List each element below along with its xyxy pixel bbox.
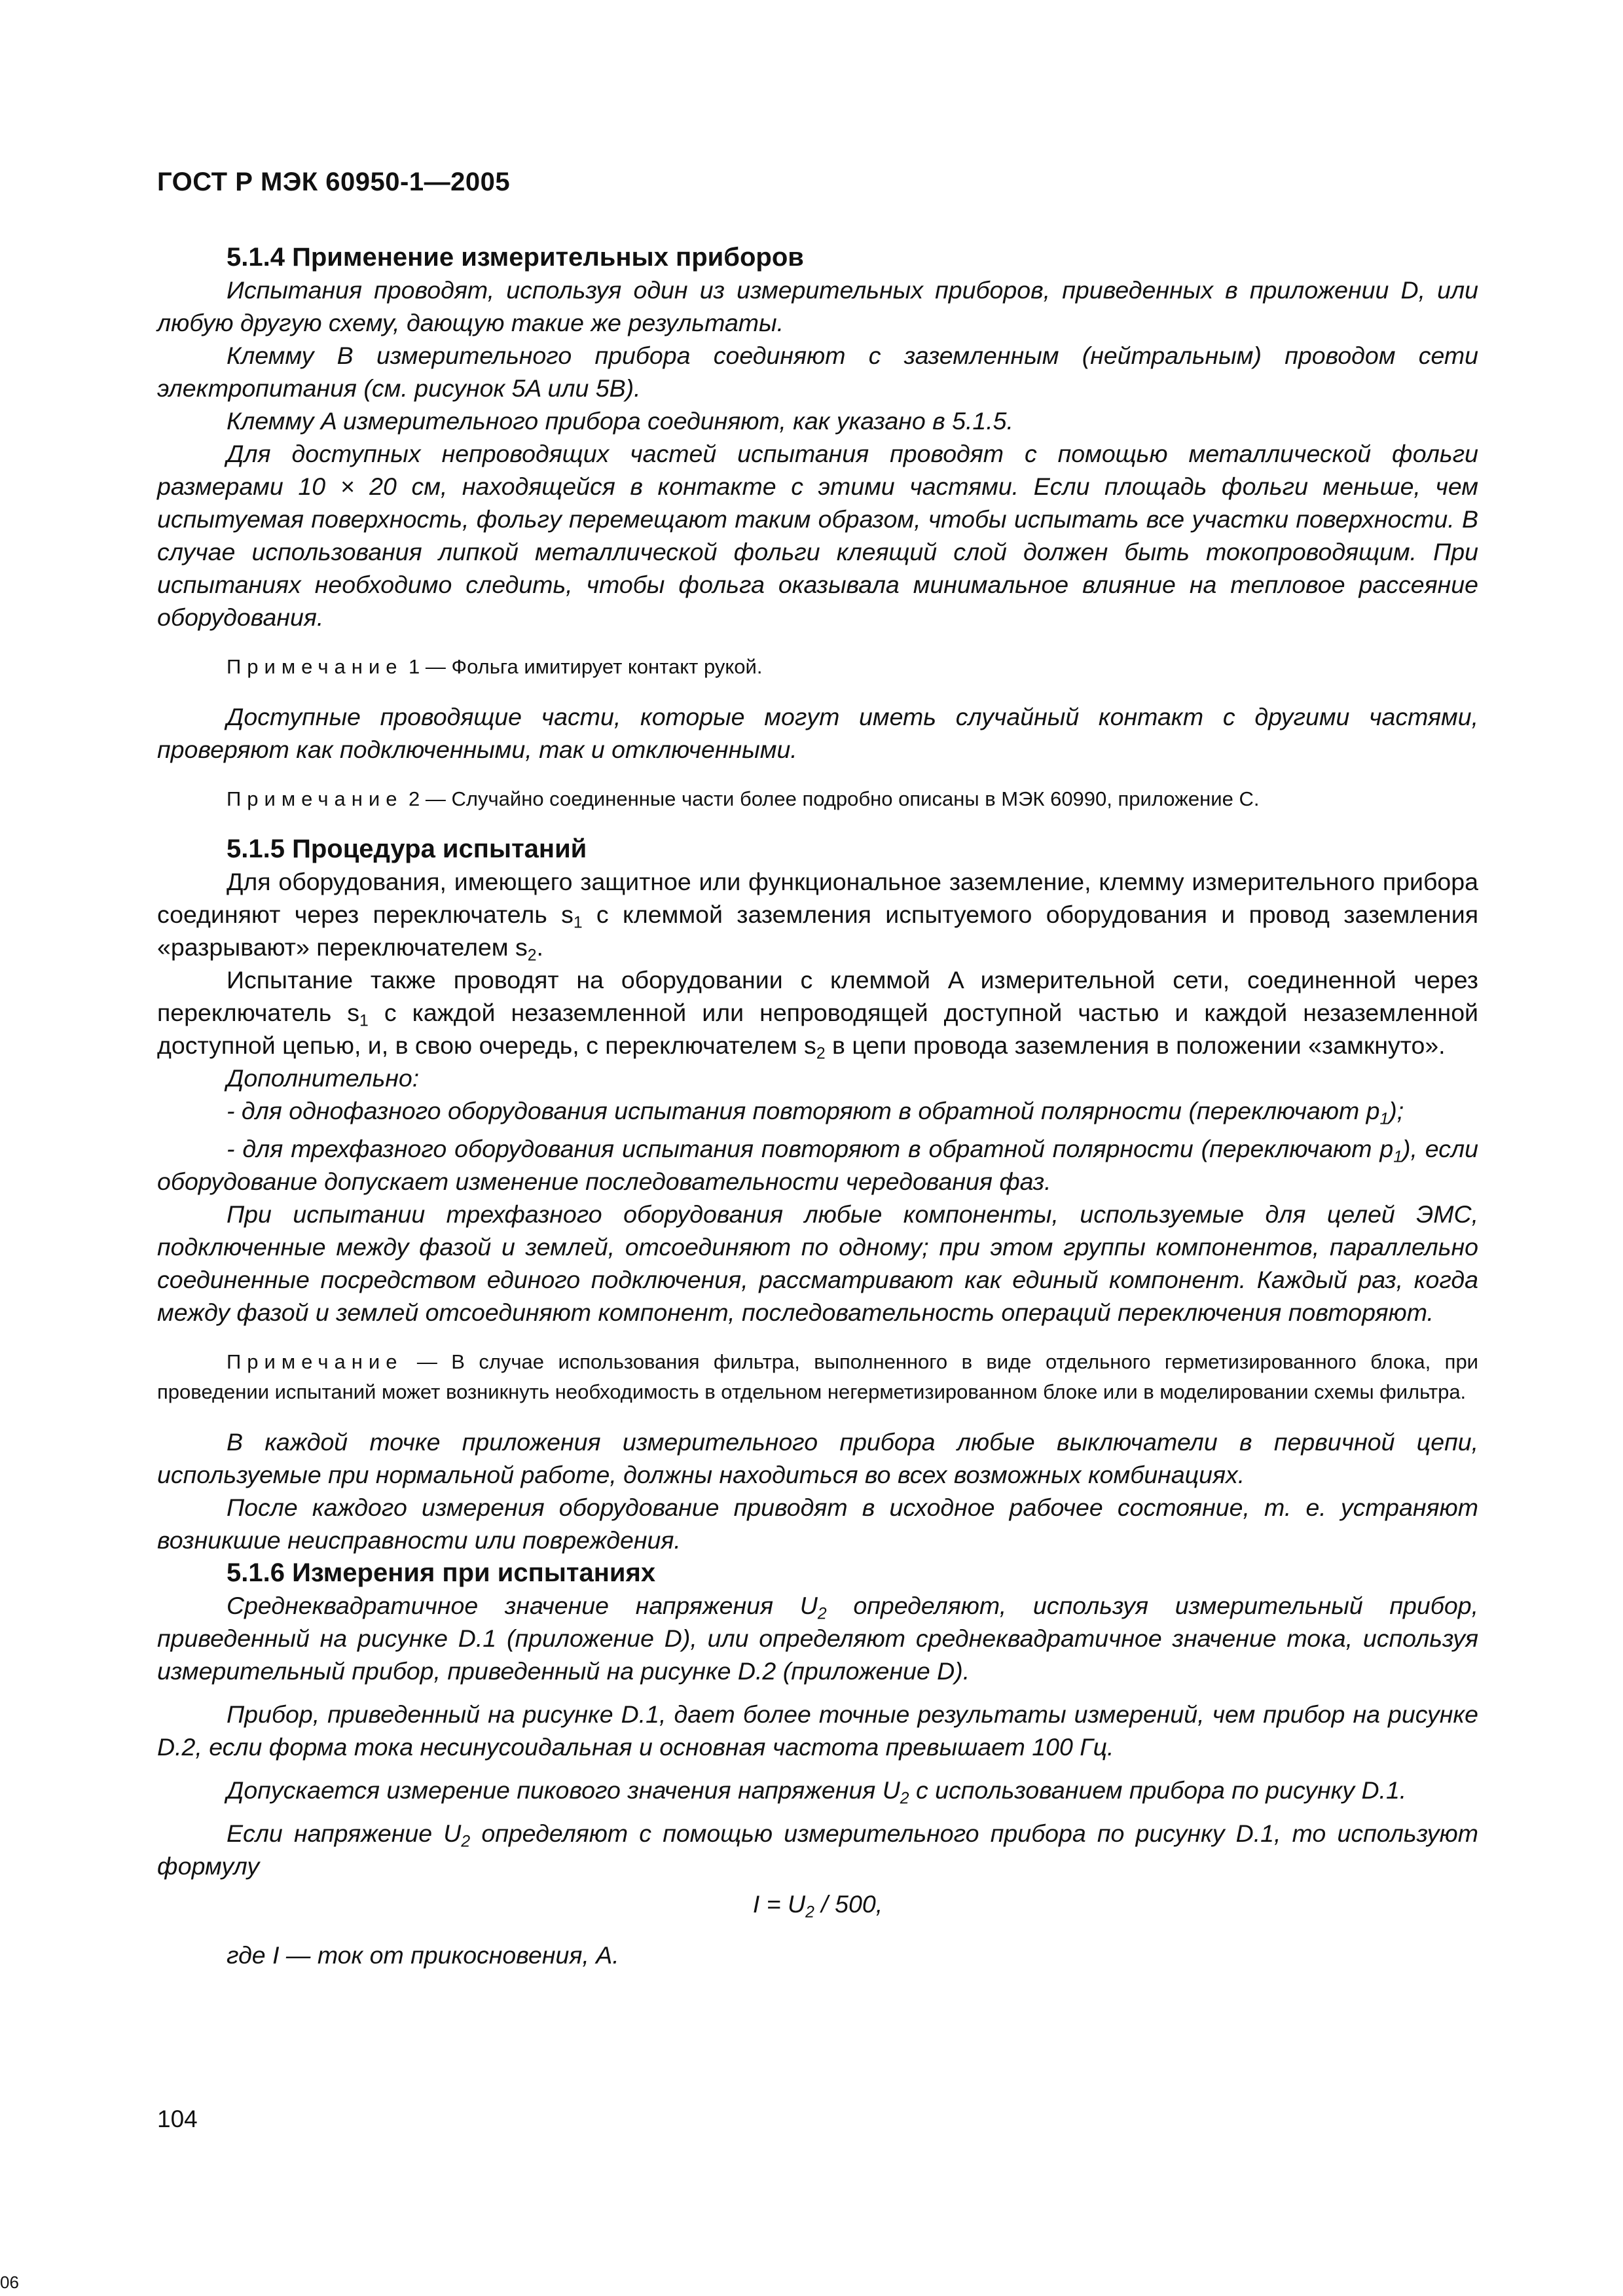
text-run: в цепи провода заземления в положении «замкнуто». xyxy=(825,1031,1446,1059)
note-text: — В случае использования фильтра, выполненного в виде отдельного герметизированного блока, при проведении испытаний может возникнуть необходимость в отдельном негерметизированном блоке или в моделировании схемы фильтра. xyxy=(157,1350,1478,1403)
paragraph: В каждой точке приложения измерительного прибора любые выключатели в первичной цепи, используемые при нормальной работе, должны находиться во всех возможных комбинациях. xyxy=(157,1428,1478,1488)
document-header: ГОСТ Р МЭК 60950-1—2005 xyxy=(157,168,511,196)
text-run: ); xyxy=(1389,1097,1404,1124)
note-label: Примечание xyxy=(227,1350,403,1373)
list-item xyxy=(157,1094,1478,1127)
paragraph: где I — ток от прикосновения, A. xyxy=(227,1941,619,1969)
note xyxy=(157,1347,1478,1407)
section-heading-5-1-6: 5.1.6 Измерения при испытаниях xyxy=(227,1558,656,1587)
paragraph xyxy=(157,1774,1478,1806)
formula xyxy=(157,1888,1478,1920)
text-run: Если напряжение U xyxy=(227,1820,462,1847)
text-run: Испытание также проводят на оборудовании с клеммой A измерительной сети, соединенной через переключатель s xyxy=(157,966,1478,1026)
text-run: / 500, xyxy=(814,1890,883,1918)
text-run: с клеммой заземления испытуемого оборудования и провод заземления «разрывают» переключателем s xyxy=(157,901,1478,961)
note-label: Примечание xyxy=(227,787,403,810)
paragraph: Дополнительно: xyxy=(227,1064,420,1092)
subscript: 1 xyxy=(359,1012,369,1030)
section-heading-5-1-4: 5.1.4 Применение измерительных приборов xyxy=(227,243,804,272)
subscript: 1 xyxy=(573,914,583,932)
subscript: 2 xyxy=(527,946,537,965)
paragraph: После каждого измерения оборудование приводят в исходное рабочее состояние, т. е. устраняют возникшие неисправности или повреждения. xyxy=(157,1494,1478,1554)
subscript: 2 xyxy=(816,1045,826,1063)
paragraph: Клемму A измерительного прибора соединяют, как указано в 5.1.5. xyxy=(227,407,1013,435)
page-number: 104 xyxy=(157,2106,198,2132)
text-run: I = U xyxy=(752,1890,806,1918)
text-run: ), если оборудование допускает изменение последовательности чередования фаз. xyxy=(157,1135,1478,1195)
note-text: 2 — Случайно соединенные части более подробно описаны в МЭК 60990, приложение C. xyxy=(403,787,1260,810)
paragraph: Клемму B измерительного прибора соединяют с заземленным (нейтральным) проводом сети электропитания (см. рисунок 5A или 5B). xyxy=(157,342,1478,402)
page-body xyxy=(157,241,1478,1971)
paragraph: Для доступных непроводящих частей испытания проводят с помощью металлической фольги размерами 10 × 20 см, находящейся в контакте с этими частями. Если площадь фольги меньше, чем испытуемая поверхность, фольгу перемещают таким образом, чтобы испытать все участки поверхности. В случае использования липкой металлической фольги клеящий слой должен быть токопроводящим. При испытаниях необходимо следить, чтобы фольга оказывала минимальное влияние на тепловое рассеяние оборудования. xyxy=(157,440,1478,631)
paragraph xyxy=(157,963,1478,1062)
text-run: с использованием прибора по рисунку D.1. xyxy=(909,1776,1407,1804)
paragraph xyxy=(157,1817,1478,1882)
text-run: определяют, используя измерительный прибор, приведенный на рисунке D.1 (приложение D), или определяют среднеквадратичное значение тока, используя измерительный прибор, приведенный на рисунке D.2 (приложение D). xyxy=(157,1592,1478,1685)
paragraph: Испытания проводят, используя один из измерительных приборов, приведенных в приложении D, или любую другую схему, дающую такие же результаты. xyxy=(157,276,1478,336)
text-run: - для трехфазного оборудования испытания повторяют в обратной полярности (переключают p xyxy=(227,1135,1394,1162)
list-item xyxy=(157,1132,1478,1198)
subscript: 1 xyxy=(1393,1148,1402,1166)
note-1 xyxy=(157,652,1478,682)
subscript: 2 xyxy=(817,1605,827,1623)
text-run: с каждой незаземленной или непроводящей доступной частью и каждой незаземленной доступной цепью, и, в свою очередь, с переключателем s xyxy=(157,999,1479,1059)
paragraph xyxy=(157,865,1478,963)
text-run: . xyxy=(536,933,543,961)
text-run: определяют с помощью измерительного прибора по рисунку D.1, то используют формулу xyxy=(157,1820,1478,1880)
paragraph: При испытании трехфазного оборудования любые компоненты, используемые для целей ЭМС, подключенные между фазой и землей, отсоединяют по одному; при этом группы компонентов, параллельно соединенные посредством единого подключения, рассматривают как единый компонент. Каждый раз, когда между фазой и землей отсоединяют компонент, последовательность операций переключения повторяют. xyxy=(157,1200,1478,1326)
subscript: 2 xyxy=(900,1789,909,1808)
subscript: 2 xyxy=(805,1903,814,1922)
paragraph: Доступные проводящие части, которые могут иметь случайный контакт с другими частями, проверяют как подключенными, так и отключенными. xyxy=(157,703,1478,763)
subscript: 1 xyxy=(1379,1110,1389,1128)
text-run: Допускается измерение пикового значения напряжения U xyxy=(227,1776,900,1804)
text-run: - для однофазного оборудования испытания повторяют в обратной полярности (переключают p xyxy=(227,1097,1380,1124)
note-2 xyxy=(157,784,1478,814)
note-label: Примечание xyxy=(227,655,403,678)
paragraph: Прибор, приведенный на рисунке D.1, дает более точные результаты измерений, чем прибор на рисунке D.2, если форма тока несинусоидальная и основная частота превышает 100 Гц. xyxy=(157,1700,1478,1761)
section-heading-5-1-5: 5.1.5 Процедура испытаний xyxy=(227,834,587,863)
text-run: Для оборудования, имеющего защитное или функциональное заземление, клемму измерительного прибора соединяют через переключатель s xyxy=(157,868,1478,928)
paragraph xyxy=(157,1589,1478,1687)
subscript: 2 xyxy=(461,1833,471,1851)
edge-mark: 06 xyxy=(0,2272,19,2292)
note-text: 1 — Фольга имитирует контакт рукой. xyxy=(403,655,763,678)
text-run: Среднеквадратичное значение напряжения U xyxy=(227,1592,818,1619)
